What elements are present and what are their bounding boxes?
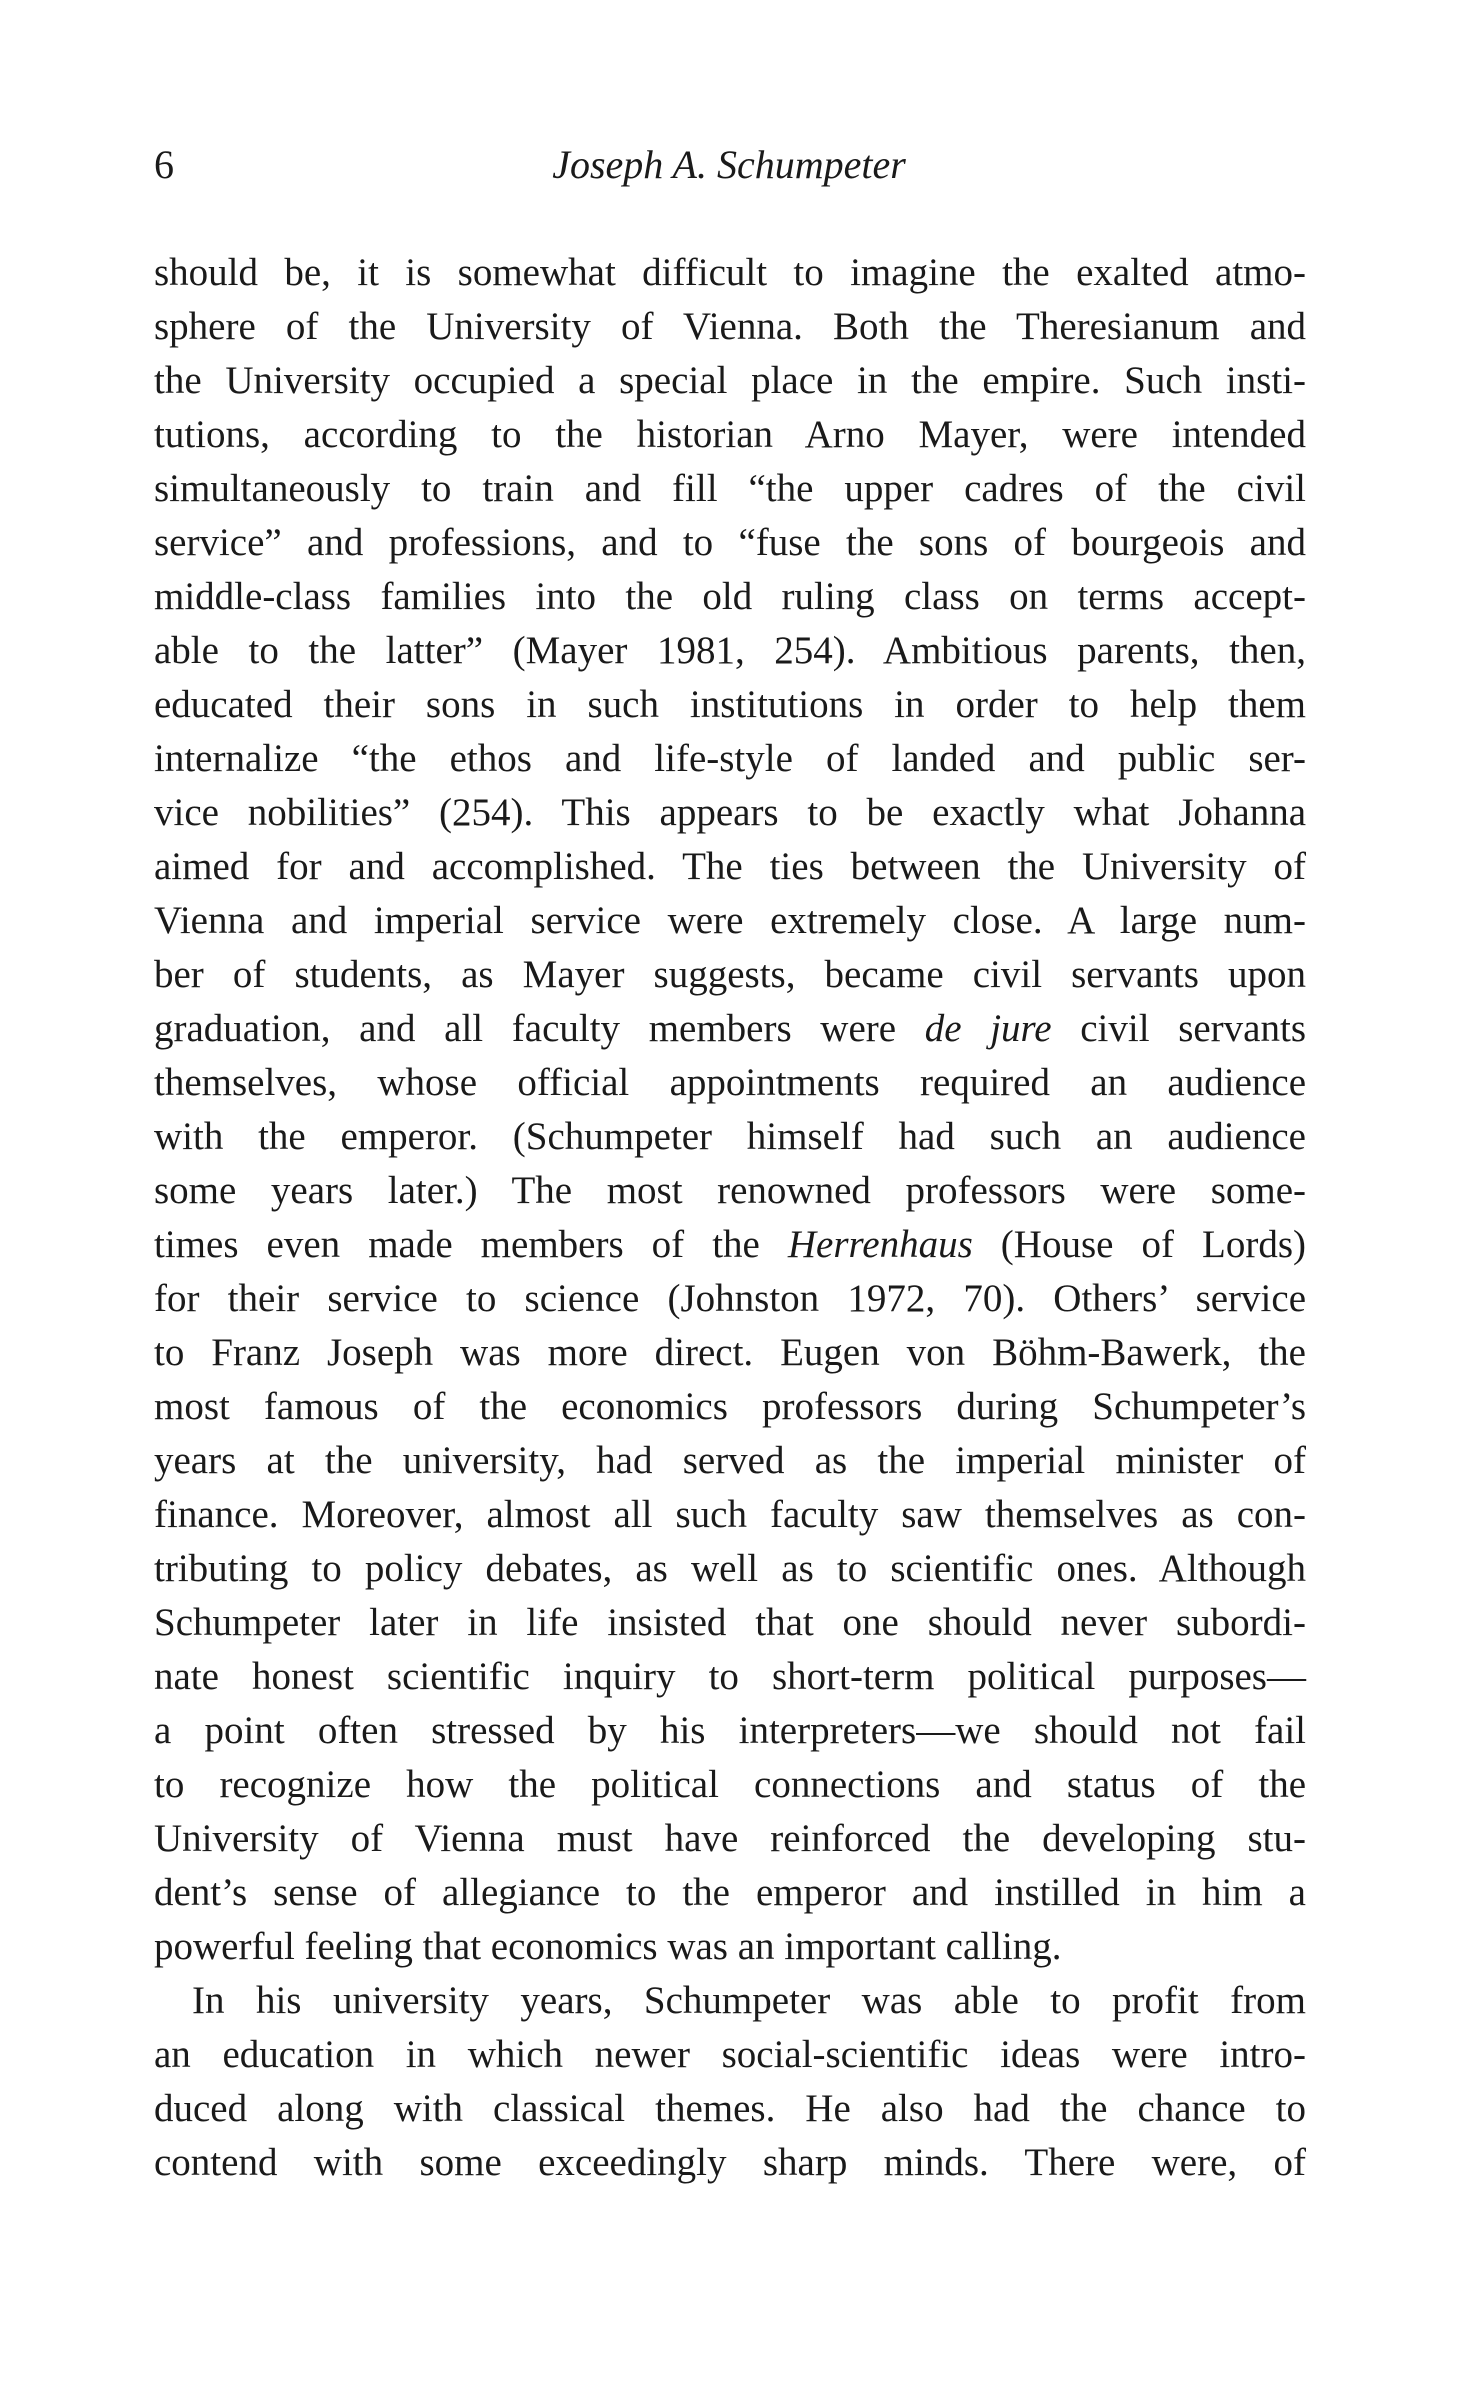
text-line: nate honest scientific inquiry to short-term political purposes— bbox=[154, 1655, 1306, 1698]
body-text bbox=[154, 246, 1306, 2190]
page-number: 6 bbox=[154, 142, 174, 187]
text-run: times even made members of the bbox=[154, 1223, 788, 1266]
text-line-with-italic bbox=[154, 1218, 1306, 1272]
text-line: University of Vienna must have reinforced the developing stu- bbox=[154, 1817, 1306, 1860]
running-title: Joseph A. Schumpeter bbox=[552, 142, 906, 187]
paragraph-1 bbox=[154, 246, 1306, 1974]
text-run: graduation, and all faculty members were bbox=[154, 1007, 925, 1050]
text-line: internalize “the ethos and life-style of landed and public ser- bbox=[154, 737, 1306, 780]
text-line: aimed for and accomplished. The ties between the University of bbox=[154, 845, 1306, 888]
italic-term: Herrenhaus bbox=[787, 1223, 973, 1266]
text-line: an education in which newer social-scientific ideas were intro- bbox=[154, 2033, 1306, 2076]
text-line: to recognize how the political connections and status of the bbox=[154, 1763, 1306, 1806]
text-line: themselves, whose official appointments required an audience bbox=[154, 1061, 1306, 1104]
text-line: some years later.) The most renowned professors were some- bbox=[154, 1169, 1306, 1212]
text-run: civil servants bbox=[1051, 1007, 1306, 1050]
text-line: a point often stressed by his interpreters—we should not fail bbox=[154, 1709, 1306, 1752]
text-line: simultaneously to train and fill “the upper cadres of the civil bbox=[154, 467, 1306, 510]
text-line: tutions, according to the historian Arno Mayer, were intended bbox=[154, 413, 1306, 456]
text-line: for their service to science (Johnston 1972, 70). Others’ service bbox=[154, 1277, 1306, 1320]
running-head bbox=[154, 140, 1304, 190]
text-line: service” and professions, and to “fuse the sons of bourgeois and bbox=[154, 521, 1306, 564]
text-line: educated their sons in such institutions in order to help them bbox=[154, 683, 1306, 726]
text-line: sphere of the University of Vienna. Both the Theresianum and bbox=[154, 305, 1306, 348]
text-line: the University occupied a special place in the empire. Such insti- bbox=[154, 359, 1306, 402]
text-line: dent’s sense of allegiance to the emperor and instilled in him a bbox=[154, 1871, 1306, 1914]
text-line: tributing to policy debates, as well as to scientific ones. Although bbox=[154, 1547, 1306, 1590]
text-line: ber of students, as Mayer suggests, became civil servants upon bbox=[154, 953, 1306, 996]
text-run: (House of Lords) bbox=[972, 1223, 1306, 1266]
text-line: contend with some exceedingly sharp minds. There were, of bbox=[154, 2141, 1306, 2184]
text-line-with-italic bbox=[154, 1002, 1306, 1056]
text-line: duced along with classical themes. He also had the chance to bbox=[154, 2087, 1306, 2130]
text-line: years at the university, had served as the imperial minister of bbox=[154, 1439, 1306, 1482]
text-line: able to the latter” (Mayer 1981, 254). Ambitious parents, then, bbox=[154, 629, 1306, 672]
text-line: to Franz Joseph was more direct. Eugen von Böhm-Bawerk, the bbox=[154, 1331, 1306, 1374]
paragraph-2 bbox=[154, 1974, 1306, 2190]
italic-term: de jure bbox=[924, 1007, 1052, 1050]
text-line: powerful feeling that economics was an important calling. bbox=[154, 1925, 1062, 1968]
text-line: most famous of the economics professors during Schumpeter’s bbox=[154, 1385, 1306, 1428]
text-line: should be, it is somewhat difficult to imagine the exalted atmo- bbox=[154, 251, 1306, 294]
text-line: middle-class families into the old ruling class on terms accept- bbox=[154, 575, 1306, 618]
text-line: Schumpeter later in life insisted that one should never subordi- bbox=[154, 1601, 1306, 1644]
text-line: Vienna and imperial service were extremely close. A large num- bbox=[154, 899, 1306, 942]
text-line: vice nobilities” (254). This appears to be exactly what Johanna bbox=[154, 791, 1306, 834]
text-line: In his university years, Schumpeter was able to profit from bbox=[192, 1979, 1306, 2022]
text-line: finance. Moreover, almost all such faculty saw themselves as con- bbox=[154, 1493, 1306, 1536]
text-line: with the emperor. (Schumpeter himself had such an audience bbox=[154, 1115, 1306, 1158]
